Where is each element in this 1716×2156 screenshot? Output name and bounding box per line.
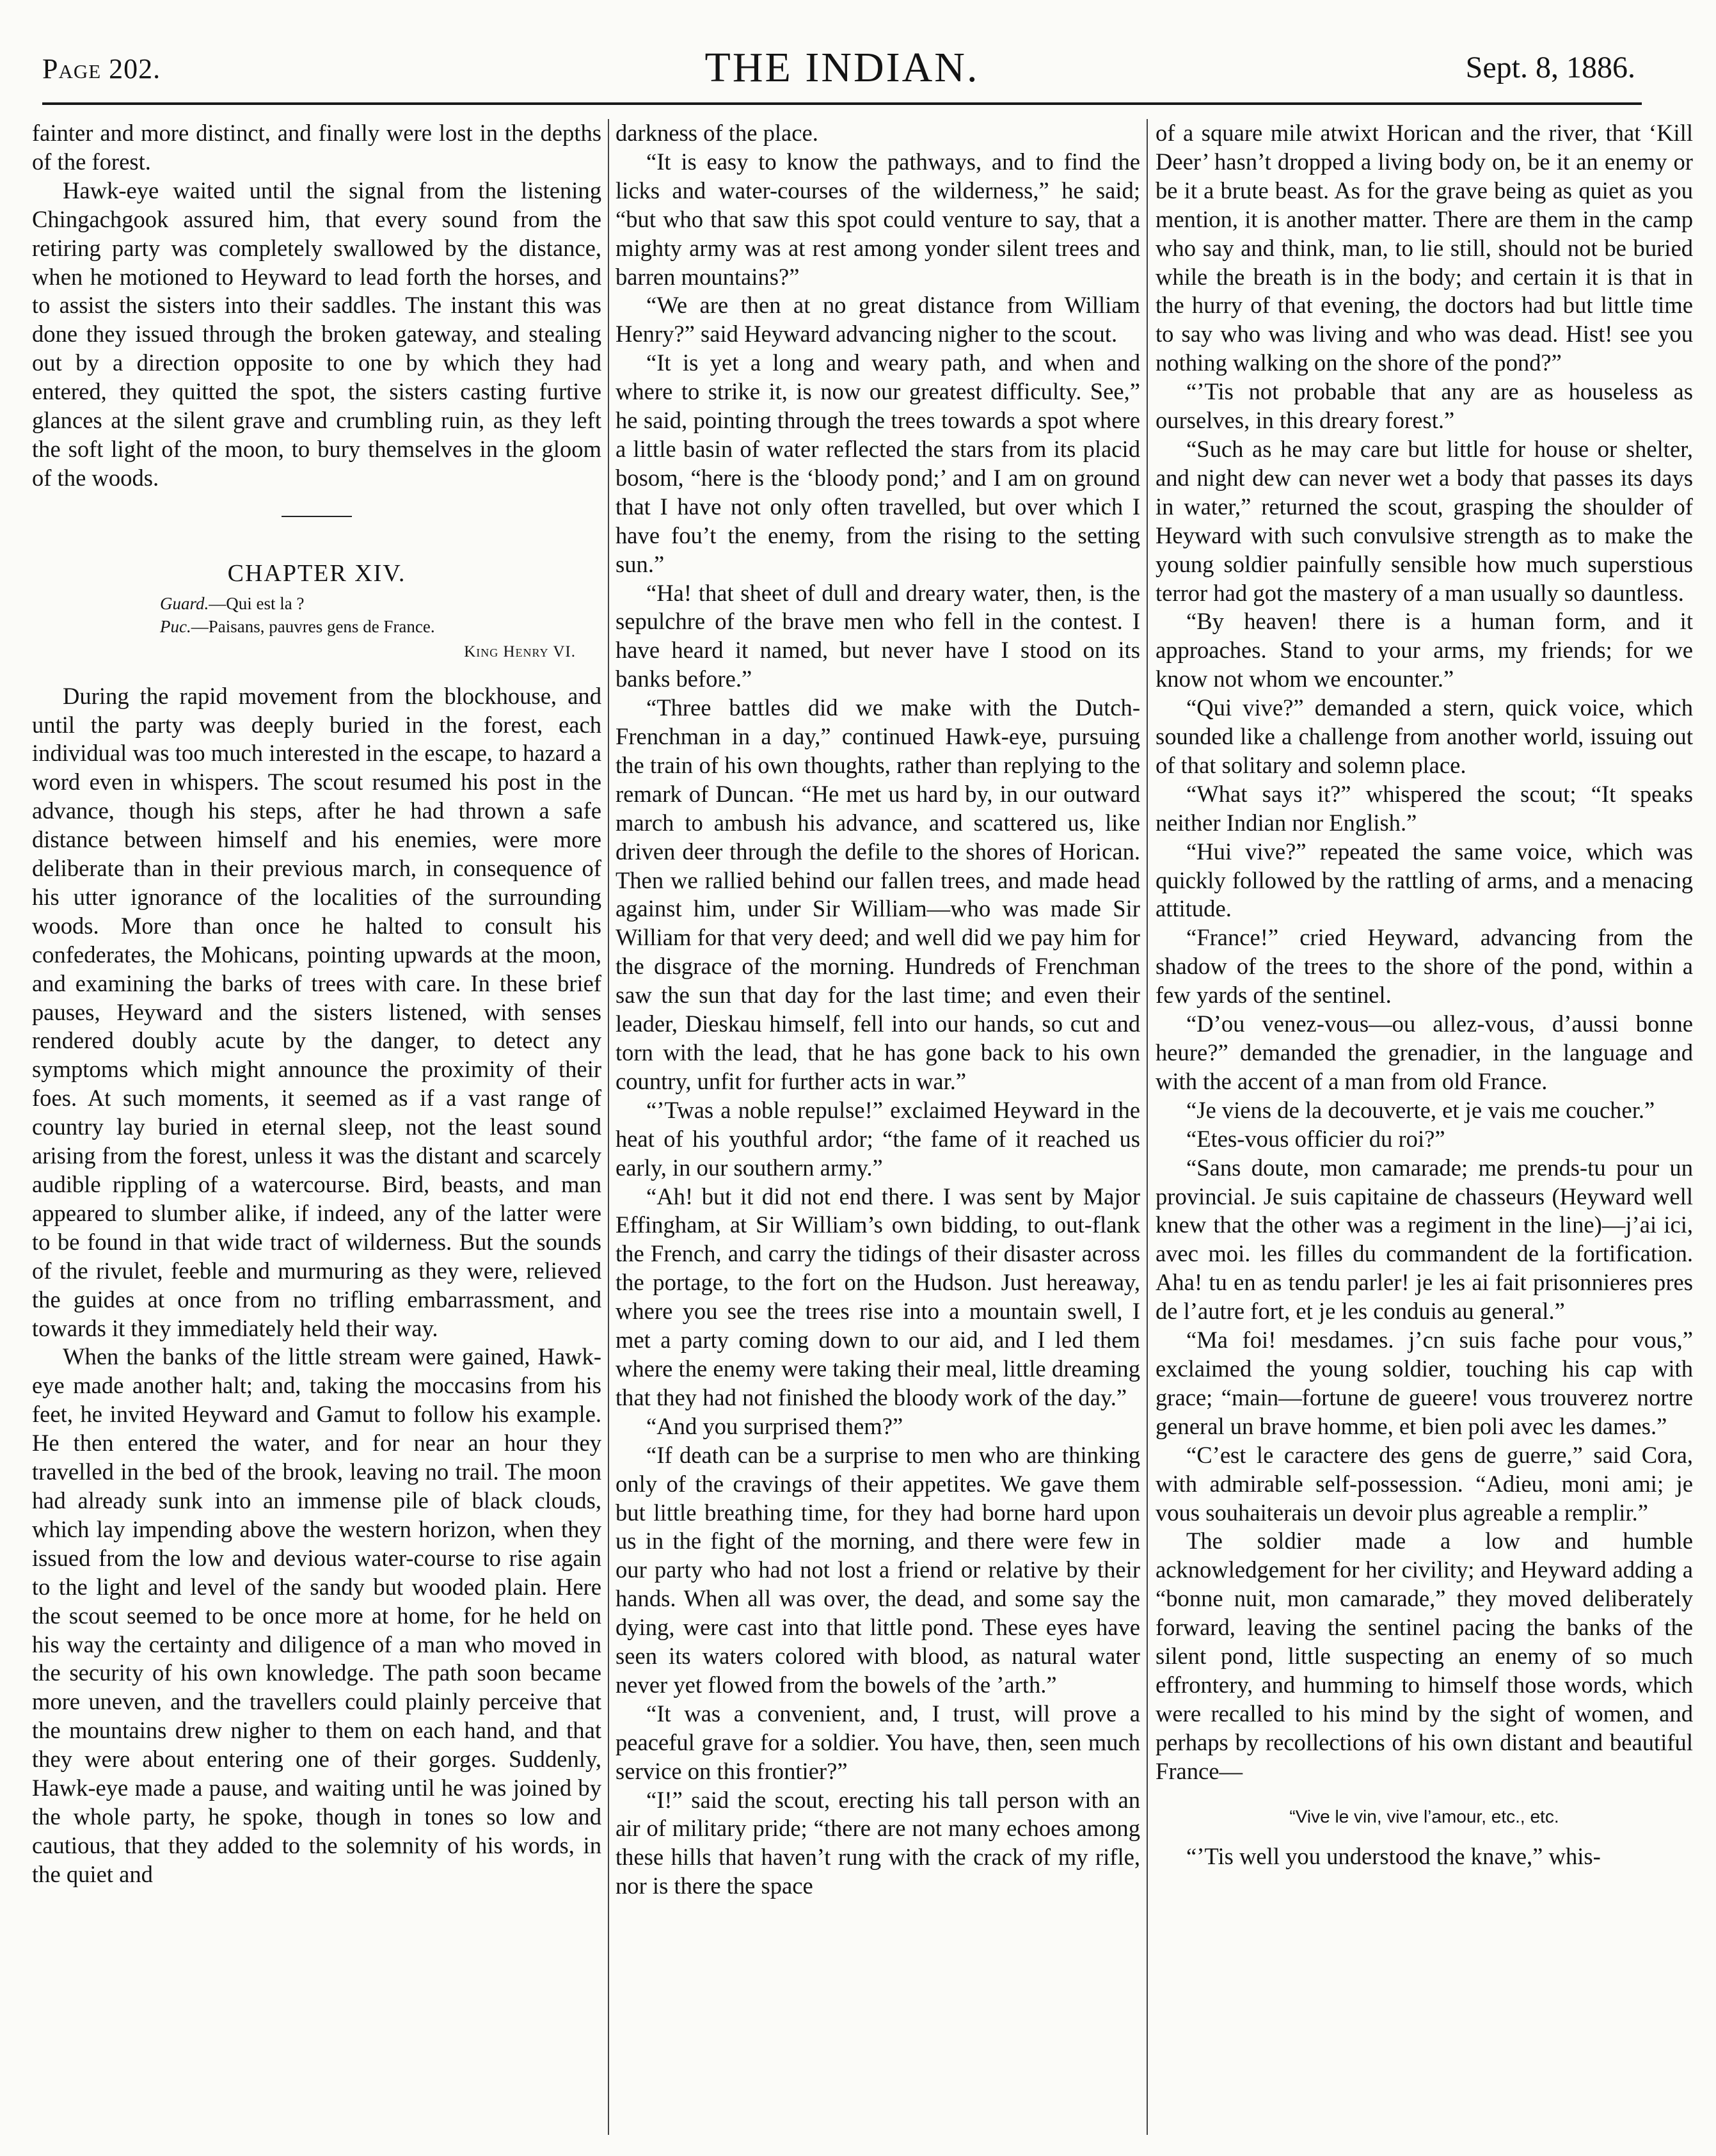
- chapter-divider: [282, 516, 352, 517]
- paragraph: “France!” cried Heyward, advancing from the shadow of the trees to the shore of the pond, within a few yards of the sentinel.: [1156, 924, 1693, 1009]
- epigraph-line: [32, 615, 601, 638]
- epigraph-speaker: Guard.: [160, 593, 209, 613]
- paragraph: “’Twas a noble repulse!” exclaimed Heyward in the heat of his youthful ardor; “the fame of it reached us early, in our southern army.”: [616, 1096, 1140, 1181]
- paragraph: “I!” said the scout, erecting his tall person with an air of military pride; “there are not many echoes among these hills that haven’t rung with the crack of my rifle, nor is there the space: [616, 1786, 1140, 1899]
- paragraph: “Hui vive?” repeated the same voice, which was quickly followed by the rattling of arms, and a menacing attitude.: [1156, 838, 1693, 922]
- chapter-heading: CHAPTER XIV.: [227, 559, 406, 587]
- verse-quote: “Vive le vin, vive l’amour, etc., etc.: [1289, 1806, 1559, 1826]
- paragraph: “Such as he may care but little for house or shelter, and night dew can never wet a body that passes its days in water,” returned the scout, grasping the shoulder of Heyward with such convulsive strength as to make the young soldier painfully sensible how much superstious terror had got the mastery of a man usually so dauntless.: [1156, 435, 1693, 606]
- epigraph-source: King Henry VI.: [464, 643, 576, 660]
- paragraph: “Etes-vous officier du roi?”: [1186, 1125, 1445, 1152]
- paragraph: darkness of the place.: [616, 120, 818, 146]
- epigraph-text: —Paisans, pauvres gens de France.: [191, 616, 435, 636]
- paragraph: “’Tis well you understood the knave,” whis-: [1186, 1843, 1601, 1870]
- epigraph-text: —Qui est la ?: [209, 593, 305, 613]
- column-divider: [608, 119, 609, 2135]
- paragraph: “Three battles did we make with the Dutch-Frenchman in a day,” continued Hawk-eye, pursuing the train of his own thoughts, rather than replying to the remark of Duncan. “He met us hard by, in our outward march to ambush his advance, and scattered us, like driven deer through the defile to the shores of Horican. Then we rallied behind our fallen trees, and made head against him, under Sir William—who was made Sir William for that very deed; and well did we pay him for the disgrace of the morning. Hundreds of Frenchman saw the sun that day for the last time; and even their leader, Dieskau himself, fell into our hands, so cut and torn with the lead, that he has gone back to his own country, unfit for further acts in war.”: [616, 694, 1140, 1094]
- paragraph: “It was a convenient, and, I trust, will prove a peaceful grave for a soldier. You have, then, seen much service on this frontier?”: [616, 1700, 1140, 1784]
- paragraph: When the banks of the little stream were gained, Hawk-eye made another halt; and, taking the moccasins from his feet, he invited Heyward and Gamut to follow his example. He then entered the water, and for near an hour they travelled in the bed of the brook, leaving no trail. The moon had already sunk into an immense pile of black clouds, which lay impending above the western horizon, when they issued from the low and devious water-course to rise again to the light and level of the sandy but wooded plain. Here the scout seemed to be once more at home, for he held on his way the certainty and diligence of a man who moved in the security of his own knowledge. The path soon became more uneven, and the travellers could plainly perceive that the mountains drew nigher to them on each hand, and that they were about entering one of their gorges. Suddenly, Hawk-eye made a pause, and waiting until he was joined by the whole party, he spoke, though in tones so low and cautious, that they added to the solemnity of his words, in the quiet and: [32, 1343, 601, 1887]
- paragraph: “We are then at no great distance from William Henry?” said Heyward advancing nigher to the scout.: [616, 292, 1140, 347]
- paragraph: “Sans doute, mon camarade; me prends-tu pour un provincial. Je suis capitaine de chasseurs (Heyward well knew that the other was a regiment in the line)—j’ai ici, avec moi. les filles du commandent de la fortification. Aha! tu en as tendu parler! je les ai fait prisonnieres pres de l’autre fort, et je les conduis au general.”: [1156, 1154, 1693, 1325]
- paragraph: “If death can be a surprise to men who are thinking only of the cravings of their appetites. We gave them but little breathing time, for they had borne hard upon us in the fight of the morning, and there were few in our party who had not lost a friend or relative by their hands. When all was over, the dead, and some say the dying, were cast into that little pond. These eyes have seen its waters colored with blood, as natural water never yet flowed from the bowels of the ’arth.”: [616, 1441, 1140, 1698]
- paragraph: “Je viens de la decouverte, et je vais me coucher.”: [1186, 1096, 1655, 1123]
- column-1: [32, 119, 601, 2135]
- epigraph-speaker: Puc.: [160, 616, 191, 636]
- column-2: [616, 119, 1140, 2135]
- paragraph: of a square mile atwixt Horican and the river, that ‘Kill Deer’ hasn’t dropped a living body on, be it an enemy or be it a brute beast. As for the grave being as quiet as you mention, it is another matter. There are them in the camp who say and think, man, to lie still, should not be buried while the breath is in the body; and certain it is that in the hurry of that evening, the doctors had but little time to say who was living and who was dead. Hist! see you nothing walking on the shore of the pond?”: [1156, 120, 1693, 376]
- paragraph: During the rapid movement from the blockhouse, and until the party was deeply buried in the forest, each individual was too much interested in the escape, to hazard a word even in whispers. The scout resumed his post in the advance, though his steps, after he had thrown a safe distance between himself and his enemies, were more deliberate than in their previous march, in consequence of his utter ignorance of the localities of the surrounding woods. More than once he halted to consult his confederates, the Mohicans, pointing upwards at the moon, and examining the barks of trees with care. In these brief pauses, Heyward and the sisters listened, with senses rendered doubly acute by the danger, to detect any symptoms which might announce the proximity of their foes. At such moments, it seemed as if a vast range of country lay buried in eternal sleep, not the least sound arising from the forest, unless it was the distant and scarcely audible rippling of a watercourse. Bird, beasts, and man appeared to slumber alike, if indeed, any of the latter were to be found in that wide tract of wilderness. But the sounds of the rivulet, feeble and murmuring as they were, relieved the guides at once from no trifling embarrassment, and towards it they immediately held their way.: [32, 682, 601, 1341]
- paragraph: “D’ou venez-vous—ou allez-vous, d’aussi bonne heure?” demanded the grenadier, in the language and with the accent of a man from old France.: [1156, 1010, 1693, 1094]
- paragraph: “Ma foi! mesdames. j’cn suis fache pour vous,” exclaimed the young soldier, touching his cap with grace; “main—fortune de gueere! vous trouverez nortre general un brave homme, et bien poli avec les dames.”: [1156, 1327, 1693, 1439]
- column-divider: [1147, 119, 1148, 2135]
- epigraph-line: [32, 592, 601, 615]
- paragraph: “What says it?” whispered the scout; “It speaks neither Indian nor English.”: [1156, 780, 1693, 836]
- paragraph: “And you surprised them?”: [646, 1412, 903, 1439]
- issue-date: Sept. 8, 1886.: [1465, 51, 1635, 84]
- column-3: [1156, 119, 1693, 2135]
- masthead: [42, 33, 1642, 105]
- paragraph: fainter and more distinct, and finally were lost in the depths of the forest.: [32, 120, 601, 175]
- paragraph: “It is yet a long and weary path, and when and where to strike it, is now our greatest difficulty. See,” he said, pointing through the trees towards a spot where a little basin of water reflected the stars from its placid bosom, “here is the ‘bloody pond;’ and I am on ground that I have not only often travelled, but over which I have fou’t the enemy, from the rising to the setting sun.”: [616, 349, 1140, 577]
- paragraph: “C’est le caractere des gens de guerre,” said Cora, with admirable self-possession. “Adieu, moni ami; je vous souhaiterais un devoir plus agreable a remplir.”: [1156, 1441, 1693, 1526]
- paragraph: The soldier made a low and humble acknowledgement for her civility; and Heyward adding a “bonne nuit, mon camarade,” they moved deliberately forward, leaving the sentinel pacing the banks of the silent pond, little suspecting an enemy of so much effrontery, and humming to himself those words, which were recalled to his mind by the sight of women, and perhaps by recollections of his own distant and beautiful France—: [1156, 1528, 1693, 1784]
- publication-title: THE INDIAN.: [704, 44, 980, 91]
- paragraph: “Ah! but it did not end there. I was sent by Major Effingham, at Sir William’s own bidding, to out-flank the French, and carry the tidings of their disaster across the portage, to the fort on the Hudson. Just hereaway, where you see the trees rise into a mountain swell, I met a party coming down to our aid, and I led them where the enemy were taking their meal, little dreaming that they had not finished the bloody work of the day.”: [616, 1183, 1140, 1410]
- paragraph: “Ha! that sheet of dull and dreary water, then, is the sepulchre of the brave men who fell in the contest. I have heard it named, but never have I stood on its banks before.”: [616, 579, 1140, 692]
- paragraph: “Qui vive?” demanded a stern, quick voice, which sounded like a challenge from another world, issuing out of that solitary and solemn place.: [1156, 694, 1693, 778]
- page-number: Page 202.: [42, 53, 161, 84]
- paragraph: “By heaven! there is a human form, and it approaches. Stand to your arms, my friends; for we know not whom we encounter.”: [1156, 608, 1693, 692]
- paragraph: “’Tis not probable that any are as houseless as ourselves, in this dreary forest.”: [1156, 378, 1693, 434]
- paragraph: Hawk-eye waited until the signal from the listening Chingachgook assured him, that every sound from the retiring party was completely swallowed by the distance, when he motioned to Heyward to lead forth the horses, and to assist the sisters into their saddles. The instant this was done they issued through the broken gateway, and stealing out by a direction opposite to one by which they had entered, they quitted the spot, the sisters casting furtive glances at the silent grave and crumbling ruin, as they left the soft light of the moon, to bury themselves in the gloom of the woods.: [32, 177, 601, 491]
- paragraph: “It is easy to know the pathways, and to find the licks and water-courses of the wilderness,” he said; “but who that saw this spot could venture to say, that a mighty army was at rest among yonder silent trees and barren mountains?”: [616, 148, 1140, 290]
